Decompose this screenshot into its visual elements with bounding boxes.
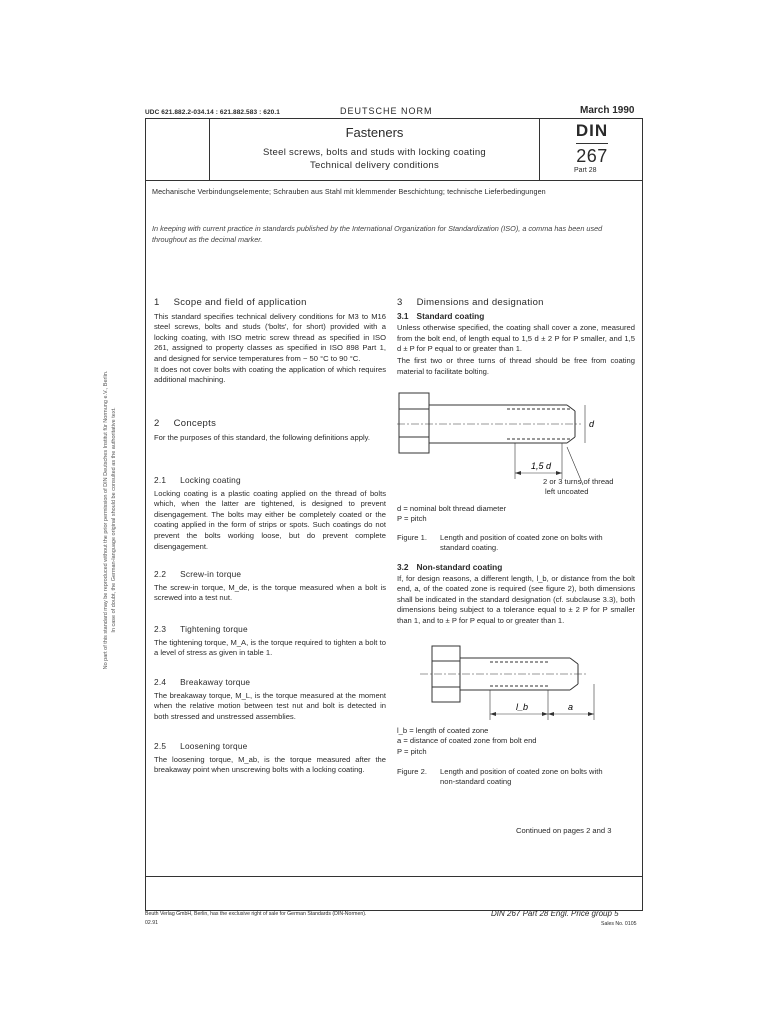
fig2-legend: l_b = length of coated zone a = distance of coated zone from bolt end P = pitch	[397, 726, 537, 756]
section-2-4: 2.4 Breakaway torque The breakaway torque, M_L, is the torque measured at the moment when the relative motion between test nut and bolt is detected in both stressed and unstressed assemblies.	[154, 677, 386, 721]
paragraph: For the purposes of this standard, the following definitions apply.	[154, 432, 370, 442]
subsection-heading: Standard coating	[416, 310, 485, 321]
subsection-heading: Non-standard coating	[416, 562, 503, 572]
section-2-2: 2.2 Screw-in torque The screw-in torque, M_de, is the torque measured when a bolt is screwed into a test nut.	[154, 569, 386, 603]
section-heading: Scope and field of application	[173, 297, 307, 308]
paragraph: The first two or three turns of thread should be free from coating material to facilitate bolting.	[397, 355, 635, 376]
din-number: 267	[576, 146, 608, 166]
fig2-lb-label: l_b	[516, 702, 529, 712]
document-title: Fasteners	[345, 125, 404, 140]
subsection-heading: Screw-in torque	[180, 569, 242, 579]
section-2-5: 2.5 Loosening torque The loosening torque, M_ab, is the torque measured after the breakaway point when unscrewing bolts with a locking coating.	[154, 741, 386, 775]
subsection-heading: Tightening torque	[180, 624, 248, 634]
footer-publisher: Beuth Verlag GmbH, Berlin, has the exclusive right of sale for German Standards (DIN-Normen). 02.91	[145, 911, 367, 926]
paragraph: Unless otherwise specified, the coating shall cover a zone, measured from the bolt end, of length equal to 1,5 d ± 2 P for P smaller, and 1,5 d ± P for P equal to or greater than 1.	[397, 323, 635, 354]
subsection-heading: Breakaway torque	[180, 677, 251, 687]
footer-din-ref: DIN 267 Part 28 Engl. Price group 5	[491, 909, 619, 918]
section-heading: Concepts	[173, 418, 217, 429]
paragraph: It does not cover bolts with coating the application of which requires additional machining.	[154, 364, 386, 385]
paragraph: The loosening torque, M_ab, is the torque measured after the breakaway point when unscrewing bolts with a locking coating.	[154, 754, 386, 775]
fig2-a-label: a	[568, 702, 574, 712]
issue-date: March 1990	[580, 105, 635, 116]
paragraph: The breakaway torque, M_L, is the torque measured at the moment when the relative motion between test nut and bolt is detected in both stressed and unstressed assemblies.	[154, 690, 386, 721]
german-title: Mechanische Verbindungselemente; Schrauben aus Stahl mit klemmender Beschichtung; technische Lieferbedingungen	[152, 187, 546, 196]
section-3-2: 3.2 Non-standard coating If, for design reasons, a different length, l_b, or distance from the bolt end, a, of the coated zone is required (see figure 2), both dimensions shall be indicated in the standard designation (cf. subclause 3.3), both dimensions being subject to a tolerance equal to ± 2 P for P smaller than 1, and to ± P for P equal to or greater than 1.	[397, 562, 635, 625]
document-subtitle: Steel screws, bolts and studs with locking coating	[262, 147, 487, 158]
fig2-caption: Figure 2. Length and position of coated zone on bolts with non-standard coating	[397, 767, 603, 787]
fig1-legend: d = nominal bolt thread diameter P = pitch	[397, 504, 507, 524]
document-subtitle-2: Technical delivery conditions	[309, 160, 440, 171]
fig1-note: 2 or 3 turns of thread left uncoated	[543, 477, 614, 497]
paragraph: If, for design reasons, a different length, l_b, or distance from the bolt end, a, of the coated zone is required (see figure 2), both dimensions shall be indicated in the standard designation (cf. subclause 3.3), both dimensions being subject to a tolerance equal to ± 2 P for P smaller than 1, and to ± P for P equal to or greater than 1.	[397, 573, 635, 625]
section-heading: Dimensions and designation	[416, 297, 544, 308]
figure-2-bolt-drawing	[420, 642, 610, 722]
iso-decimal-note: In keeping with current practice in standards published by the International Organization for Standardization (ISO), a comma has been used throughout as the decimal marker.	[152, 224, 603, 244]
section-2-1: 2.1 Locking coating Locking coating is a plastic coating applied on the thread of bolts which, when the latter are tightened, is designed to prevent disengagement. The bolts may either be completely coated or the coating applied in the form of strips or spots. Such coatings do not prevent the bolts working loose, but do prevent complete disengagement.	[154, 475, 386, 551]
continued-note: Continued on pages 2 and 3	[516, 826, 612, 835]
din-part: Part 28	[574, 167, 597, 174]
paragraph: The screw-in torque, M_de, is the torque measured when a bolt is screwed into a test nut.	[154, 582, 386, 603]
section-2: 2 Concepts For the purposes of this standard, the following definitions apply.	[154, 419, 386, 443]
paragraph: The tightening torque, M_A, is the torque required to tighten a bolt to a level of stress as given in table 1.	[154, 637, 386, 658]
norm-label: DEUTSCHE NORM	[340, 106, 433, 116]
paragraph: Locking coating is a plastic coating applied on the thread of bolts which, when the latter are tightened, is designed to prevent disengagement. The bolts may either be completely coated or the coating applied in the form of strips or spots. Such coatings do not prevent the bolts working loose, but do prevent complete disengagement.	[154, 488, 386, 551]
subsection-heading: Locking coating	[180, 475, 241, 485]
subsection-heading: Loosening torque	[180, 741, 248, 751]
footer-sales-no: Sales No. 0105	[601, 921, 637, 927]
footer-divider	[145, 876, 643, 877]
fig1-dim-label: 1,5 d	[531, 461, 552, 471]
section-2-3: 2.3 Tightening torque The tightening torque, M_A, is the torque required to tighten a bolt to a level of stress as given in table 1.	[154, 624, 386, 658]
section-1: 1 Scope and field of application This standard specifies technical delivery conditions for M3 to M16 steel screws, bolts and studs ('bolts', for short) provided with a locking coating, with ISO metric screw thread as specified in ISO 261, assigned to property classes as specified in ISO 898 Part 1, and designed for service temperatures from − 50 °C to 90 °C. It does not cover bolts with coating the application of which requires additional machining.	[154, 297, 386, 385]
copyright-side-note: No part of this standard may be reproduced without the prior permission of DIN Deutsches Institut für Normung e.V., Berlin. In case of doubt, the German-language original should be consulted as the authoritative text.	[103, 370, 117, 670]
udc-code: UDC 621.882.2-034.14 : 621.882.583 : 620.1	[145, 109, 281, 116]
section-3: 3 Dimensions and designation 3.1 Standard coating Unless otherwise specified, the coating shall cover a zone, measured from the bolt end, of length equal to 1,5 d ± 2 P for P smaller, and 1,5 d ± P for P equal to or greater than 1. The first two or three turns of thread should be free from coating material to facilitate bolting.	[397, 297, 635, 376]
paragraph: This standard specifies technical delivery conditions for M3 to M16 steel screws, bolts and studs ('bolts', for short) provided with a locking coating, with ISO metric screw thread as specified in ISO 261, assigned to property classes as specified in ISO 898 Part 1, and designed for service temperatures from − 50 °C to 90 °C.	[154, 311, 386, 363]
fig1-caption: Figure 1. Length and position of coated zone on bolts with standard coating.	[397, 533, 603, 553]
fig1-d-label: d	[589, 419, 595, 429]
din-label: DIN	[575, 121, 609, 140]
title-box	[146, 119, 642, 181]
